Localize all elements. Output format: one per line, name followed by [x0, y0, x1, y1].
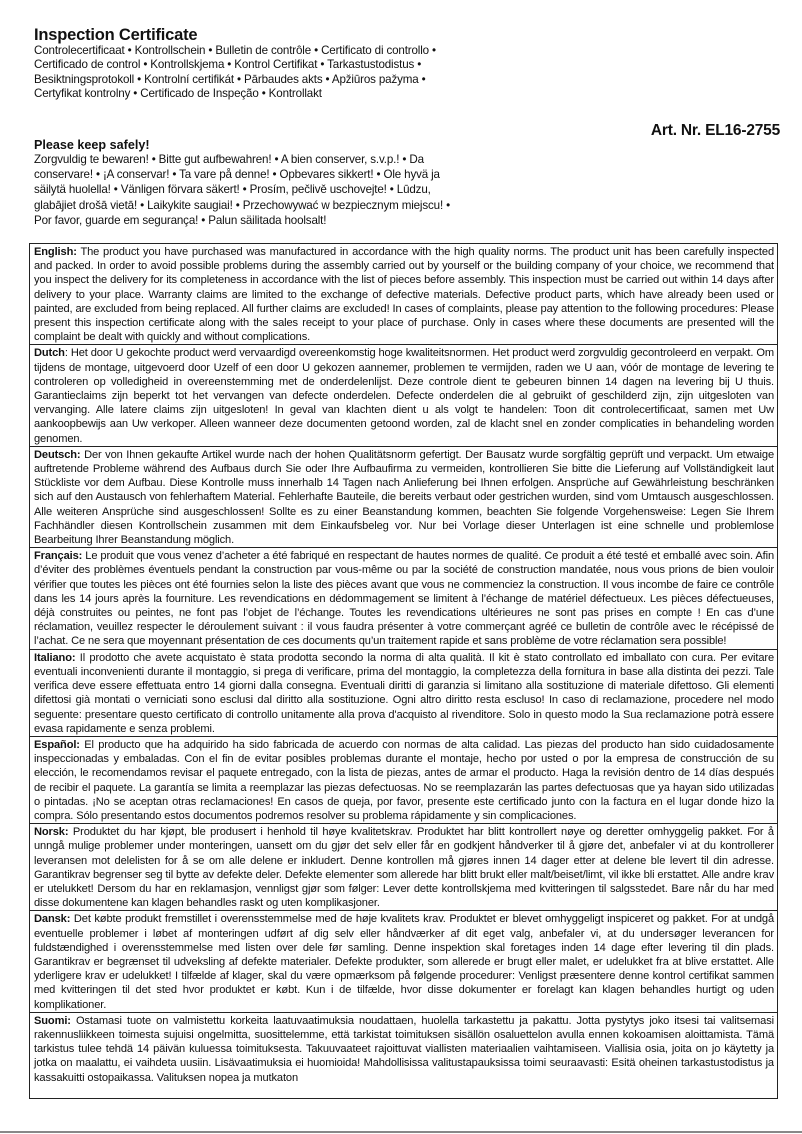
section-english — [30, 244, 777, 345]
language-label: Dansk: — [34, 913, 71, 926]
section-text: : Het door U gekochte product werd vervaardigd overeenkomstig hoge kwaliteitsnormen. Het product werd zorgvuldig gecontroleerd en verpakt. Om tijdens de montage, uitgevoerd door Uzelf of een door U gekozen aannemer, problemen te vermijden, raden we U aan, vóór de montage de levering te controleren op volledigheid in overeenstemming met de onderdelenlijst. Deze controle dient te gebeuren binnen 14 dagen na levering bij U thuis. Garantieclaims zijn beperkt tot het vervangen van defecte onderdelen. Defecte onderdelen die al gebruikt of geschilderd zijn, zijn uitgesloten van vervanging. Alle latere claims zijn uitgesloten! In geval van klachten dient u als volgt te handelen: Toon dit controlecertificaat, samen met Uw aankoopbewijs aan Uw verkoper. Alleen wanneer deze documenten getoond worden, zal de klacht snel en zonder complicaties in behandeling worden genomen. — [34, 347, 774, 445]
language-label: Español: — [34, 738, 80, 751]
section-text: El producto que ha adquirido ha sido fabricada de acuerdo con normas de alta calidad. Las piezas del producto han sido cuidadosamente inspeccionadas y embaladas. Con el fin de evitar posibles problemas durante el montaje, hecho por usted o por la empresa de construcción de su elección, le recomendamos revisar el paquete entregado, con la lista de piezas, antes de armar el producto. Haga la revisión dentro de 14 días después de recibir el paquete. La garantía se limita a reemplazar las piezas defectuosas. No se reemplazarán las partes defectuosas que ya hayan sido utilizadas o pintadas. ¡No se aceptan otras reclamaciones! En casos de queja, por favor, presente este certificado junto con la factura en el lugar donde hizo la compra. Sólo presentando estos documentos podremos resolver su problema rápidamente y sin complicaciones. — [34, 738, 774, 822]
section-suomi — [30, 1013, 777, 1099]
language-label: Norsk: — [34, 826, 69, 839]
section-text: Det købte produkt fremstillet i overensstemmelse med de høje kvalitets krav. Produktet er blevet omhyggeligt inspiceret og pakket. For at undgå eventuelle problemer i løbet af monteringen udført af dig selv eller håndværker af dit eget valg, anbefaler vi, at du undersøger leverancen for fuldstændighed i overensstemmelse med listen over dele før samling. Denne inspektion skal foretages inden 14 dage efter levering til din plads. Garantikrav er begrænset til udveksling af defekte materialer. Defekte produkter, som allerede er brugt eller malet, er udelukket fra at blive erstattet. Alle yderligere krav er udelukket! I tilfælde af klager, skal du være opmærksom på følgende procedurer: Venligst præsentere denne kontrol certifikat sammen med kvitteringen til det sted hvor produktet er købt. Kun i de tilfælde, hvor disse dokumenter er forelagt kan klagen behandles hurtigt og uden komplikationer. — [34, 913, 774, 1011]
section-dansk — [30, 911, 777, 1012]
language-label: Italiano: — [34, 651, 76, 664]
language-label: English: — [34, 246, 77, 258]
certificate-title-translations: Controlecertificaat • Kontrollschein • Bulletin de contrôle • Certificato di controllo • Certificado de control • Kontrollskjema • Kontrol Certifikat • Tarkastustodistus • Besiktningsprotokoll • Kontrolní certifikát • Pārbaudes akts • Apžiūros pažyma • Certyfikat kontrolny • Certificado de Inspeção • Kontrollakt — [34, 44, 436, 100]
section-dutch — [30, 345, 777, 446]
section-espanol — [30, 737, 777, 824]
section-deutsch — [30, 447, 777, 548]
section-text: Produktet du har kjøpt, ble produsert i henhold til høye kvalitetskrav. Produktet har blitt kontrollert nøye og deretter omhyggelig pakket. For å unngå mulige problemer under monteringen, uansett om du gjør det selv eller får en godkjent håndverker til å gjøre det, anbefaler vi at du kontrollerer leveransen mot delelisten for å se om alle delene er inkludert. Denne kontrollen må gjøres innen 14 dager etter at delene ble levert til din adresse. Garantikrav begrenser seg til bytte av defekte deler. Defekte elementer som allerede har blitt brukt eller malt/beiset/limt, vil ikke bli erstattet. Alle andre krav er utelukket! Dersom du har en reklamasjon, vennligst gjør som følger: Lever dette kontrollskjema med kvitteringen til salgsstedet. Bare når du har med disse dokumentene kan klagen behandles raskt og uten komplikasjoner. — [34, 826, 774, 910]
section-norsk — [30, 824, 777, 911]
section-text: Le produit que vous venez d’acheter a été fabriqué en respectant de hautes normes de qualité. Ce produit a été testé et emballé avec soin. Afin d’éviter des problèmes éventuels pendant la construction par vous-même ou par la société de construction mandatée, nous vous prions de bien vouloir vérifier que toutes les pièces ont été fournies selon la liste des pièces avant que vous ne commenciez la construction. Il vous incombe de faire ce contrôle dans les 14 jours après la fourniture. Les revendications en dédommagement se limitent à l’échange de matériel défectueux. Les pièces défectueuses, déjà construites ou peintes, ne font pas l’objet de l’échange. Toutes les revendications ultérieures ne sont pas prises en compte ! En cas d’une réclamation, veuillez respecter le déroulement suivant : il vous faudra présenter à votre commerçant agréé ce bulletin de contrôle avec le récépissé de l’achat. Ce ne sera que moyennant présentation de ces documents qu’un traitement rapide et sans problème de votre réclamation sera possible! — [34, 550, 774, 648]
section-francais — [30, 548, 777, 649]
section-text: Il prodotto che avete acquistato è stata prodotta secondo la norma di alta qualità. Il kit è stato controllato ed imballato con cura. Per evitare eventuali inconvenienti durante il montaggio, si prega di verificare, prima del montaggio, la completezza della fornitura in base alla distinta dei pezzi. Tale verifica deve essere effettuata entro 14 giorni dalla consegna. Eventuali diritti di garanzia si limitano alla sostituzione di materiale difettoso. Gli elementi difettosi già montati o verniciati sono esclusi dal diritto alla sostituzione. Ogni altro diritto resta escluso! In caso di reclamazione, procedere nel modo seguente: presentare questo certificato di controllo unitamente alla prova d'acquisto al rivenditore. Solo in questo modo la Sua reclamazione potrà essere evasa rapidamente e senza problemi. — [34, 651, 774, 735]
language-label: Deutsch: — [34, 448, 81, 461]
keep-safely-heading: Please keep safely! — [34, 138, 150, 152]
article-number: Art. Nr. EL16-2755 — [650, 122, 780, 139]
page-bottom-divider — [0, 1131, 802, 1133]
certificate-title: Inspection Certificate — [34, 26, 198, 44]
keep-safely-translations: Zorgvuldig te bewaren! • Bitte gut aufbewahren! • A bien conserver, s.v.p.! • Da conservare! • ¡A conservar! • Ta vare på denne! • Opbevares sikkert! • Ole hyvä ja säilytä huolella! • Vänligen förvara säkert! • Prosím, pečlivě uschovejte! • Lūdzu, glabājiet drošā vietā! • Laikykite saugiai! • Przechowywać w bezpiecznym miejscu! • Por favor, guarde em segurança! • Palun säilitada hoolsalt! — [34, 153, 450, 227]
language-label: Suomi: — [34, 1014, 71, 1027]
section-text: Der von Ihnen gekaufte Artikel wurde nach der hohen Qualitätsnorm gefertigt. Der Bausatz wurde sorgfältig geprüft und verpackt. Um etwaige auftretende Probleme während des Aufbaus durch Sie oder Ihre Aufbaufirma zu vermeiden, kontrollieren Sie bitte die Lieferung auf Vollständigkeit laut Stückliste vor dem Aufbau. Diese Kontrolle muss innerhalb 14 Tagen nach Anlieferung bei Ihnen erfolgen. Ansprüche auf Gewährleistung beschränken sich auf den Austausch von fehlerhaftem Material. Fehlerhafte Bauteile, die bereits verbaut oder gestrichen wurden, sind vom Umtausch ausgeschlossen. Alle weiteren Ansprüche sind ausgeschlossen! Sollte es zu einer Beanstandung kommen, beachten Sie folgende Vorgehensweise: Legen Sie Ihrem Fachhändler diesen Kontrollschein zusammen mit dem Einkaufsbeleg vor. Nur bei Vorlage dieser Unterlagen ist eine schnelle und problemlose Bearbeitung Ihrer Beanstandung möglich. — [34, 448, 774, 547]
section-text: The product you have purchased was manufactured in accordance with the high quality norms. The product unit has been carefully inspected and packed. In order to avoid possible problems during the assembly carried out by yourself or the building company of your choice, we recommend that you inspect the delivery for its completeness in accordance with the list of pieces before assembly. This inspection must be carried out within 14 days after delivery to your place. Warranty claims are limited to the exchange of defective materials. Defective product parts, which have already been used or painted, are excluded from being replaced. All further claims are excluded! In cases of complaints, please pay attention to the following procedures: Please present this inspection certificate along with the sales receipt to your place of purchase. Only in cases where these documents are presented will the complaint be dealt with quickly and without complications. — [34, 246, 774, 344]
language-sections-table — [29, 243, 778, 1099]
language-label: Dutch — [34, 347, 65, 360]
section-italiano — [30, 650, 777, 737]
language-label: Français: — [34, 550, 83, 563]
section-text: Ostamasi tuote on valmistettu korkeita laatuvaatimuksia noudattaen, huolella tarkastettu ja pakattu. Jotta pystytys joko itsesi tai valitsemasi rakennusliikkeen toimesta sujuisi ongelmitta, suosittelemme, että tarkistat toimituksen sisällön osaluettelon avulla ennen kokoamisen aloittamista. Tämä tarkistus tulee tehdä 14 päivän kuluessa toimituksesta. Takuuvaateet rajoittuvat viallisten materiaalien vaihtamiseen. Viallisia osia, joita on jo käytetty ja jotka on maalattu, ei vaihdeta uusiin. Lisävaatimuksia ei huomioida! Mahdollisissa valitustapauksissa toimi seuraavasti: Esitä oheinen tarkastustodistus ja kassakuitti ostopaikassa. Valituksen nopea ja mutkaton — [34, 1014, 774, 1084]
